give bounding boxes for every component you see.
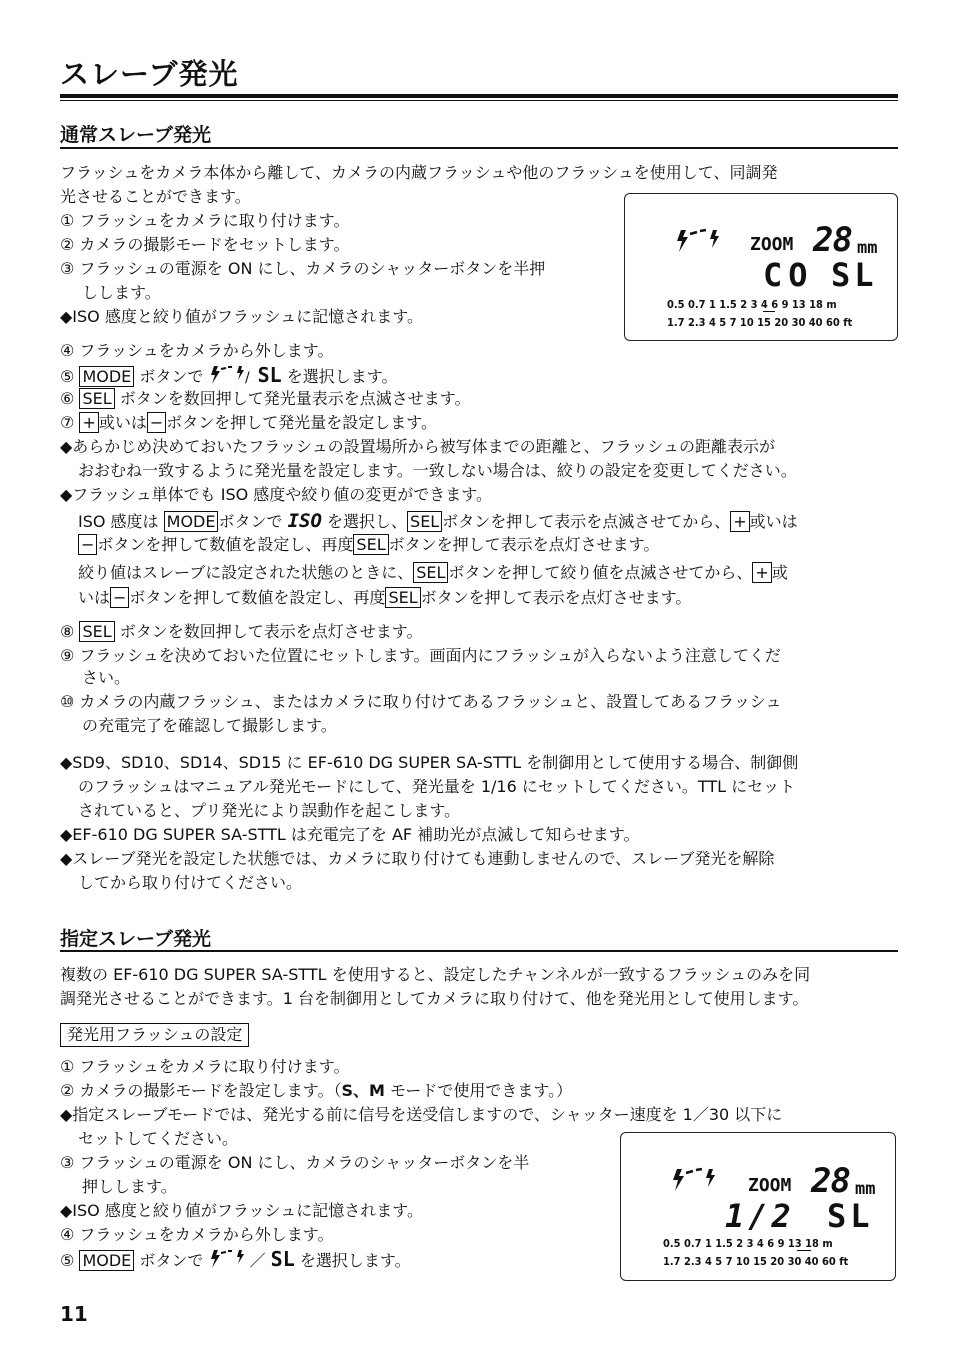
note-text: 或いは [749,512,798,531]
note-cont: おおむね一致するように発光量を設定します。一致しない場合は、絞りの設定を変更してください。 [78,461,797,480]
note: ◆EF-610 DG SUPER SA-STTL は充電完了を AF 補助光が点滅して知らせます。 [60,825,640,844]
step-1: ① フラッシュをカメラに取り付けます。 [60,1057,350,1076]
step-7 [60,411,898,435]
note-cont: されていると、プリ発光により誤動作を起こします。 [78,801,461,820]
step-text: ボタンを数回押して発光量表示を点滅させます。 [119,389,471,408]
sel-button: SEL [385,587,420,608]
step-9: ⑨ フラッシュを決めておいた位置にセットします。画面内にフラッシュが入らないよう注意してくだ [60,646,781,665]
note-text: 絞り値はスレーブに設定された状態のときに、 [78,563,414,582]
title-rule [60,94,898,98]
note-aperture-cont [78,586,916,610]
paragraph: 調発光させることができます。1 台を制御用としてカメラに取り付けて、他を発光用として使用します。 [60,989,809,1008]
step-text: ／ [249,1251,266,1270]
slave-flash-icon [208,365,252,385]
slave-flash-icon [669,1167,719,1193]
note-text: ボタンを押して絞り値を点滅させてから、 [448,563,753,582]
page-number: 11 [60,1302,88,1326]
zoom-label: ZOOM [748,1175,792,1196]
note: ◆SD9、SD10、SD14、SD15 に EF-610 DG SUPER SA-STTL を制御用として使用する場合、制御側 [60,753,799,772]
step-5 [60,363,898,389]
note-text: ボタンを押して表示を点滅させてから、 [442,512,731,531]
minus-button: − [147,412,166,433]
lcd-left-value: CO [763,256,814,294]
lcd-slave-indicator: SL [831,256,878,294]
note-text: 或 [771,563,788,582]
step-text: を選択します。 [286,367,398,386]
lcd-display-panel [624,193,898,341]
lcd-slave-indicator: SL [827,1197,874,1235]
step-text: を選択します。 [299,1251,411,1270]
step-10-cont: の充電完了を確認して撮影します。 [82,716,337,735]
lcd-display-panel [620,1132,896,1281]
section-heading-designated-slave: 指定スレーブ発光 [60,928,212,950]
distance-scale-meters: 0.5 0.7 1 1.5 2 3 4 6 9 13 18 m [667,298,837,311]
output-level-value: 1/2 [725,1197,795,1235]
note-iso-cont [78,533,916,557]
note-iso [78,509,916,534]
note: ◆スレーブ発光を設定した状態では、カメラに取り付けても連動しませんので、スレーブ発光を解除 [60,849,775,868]
step-number: ⑤ [60,367,75,386]
step-3-cont: 押しします。 [82,1177,177,1196]
zoom-unit: mm [857,238,878,258]
section-rule [60,147,898,149]
step-3: ③ フラッシュの電源を ON にし、カメラのシャッターボタンを半押 [60,259,546,278]
step-10: ⑩ カメラの内蔵フラッシュ、またはカメラに取り付けてあるフラッシュと、設置してあるフラッシュ [60,692,782,711]
step-4: ④ フラッシュをカメラから外します。 [60,1225,334,1244]
plus-button: + [752,562,771,583]
paragraph: 複数の EF-610 DG SUPER SA-STTL を使用すると、設定したチャンネルが一致するフラッシュのみを同 [60,965,811,984]
distance-scale-feet: 1.7 2.3 4 5 7 10 15 20 30 40 60 ft [667,316,853,329]
note-text: ボタンを押して数値を設定し、再度 [129,588,386,607]
zoom-value: 28 [811,1161,850,1201]
step-4: ④ フラッシュをカメラから外します。 [60,341,334,360]
note-cont: セットしてください。 [78,1129,239,1148]
step-text: ボタンで [139,1251,204,1270]
note-text: ボタンを押して数値を設定し、再度 [97,535,354,554]
minus-button: − [78,534,97,555]
sel-button: SEL [407,511,442,532]
zoom-label: ZOOM [750,234,794,255]
step-text: モードで使用できます。） [384,1081,573,1100]
note: ◆あらかじめ決めておいたフラッシュの設置場所から被写体までの距離と、フラッシュの距離表示が [60,437,776,456]
note-text: ボタンを押して表示を点灯させます。 [420,588,692,607]
zoom-unit: mm [855,1179,876,1199]
step-3: ③ フラッシュの電源を ON にし、カメラのシャッターボタンを半 [60,1153,530,1172]
note: ◆ISO 感度と絞り値がフラッシュに記憶されます。 [60,1201,423,1220]
sel-button: SEL [353,534,388,555]
step-8 [60,620,898,644]
distance-highlight-marker [763,311,775,312]
note-text: いは [78,588,111,607]
mode-button: MODE [79,366,134,387]
minus-button: − [110,587,129,608]
step-text: ボタンで [139,367,204,386]
note-aperture [78,561,916,585]
mode-button: MODE [79,1250,134,1271]
step-6 [60,387,898,411]
step-2 [60,1079,898,1103]
note: ◆指定スレーブモードでは、発光する前に信号を送受信しますので、シャッター速度を 1／30 以下に [60,1105,783,1124]
slave-flash-icon [673,228,723,254]
step-9-cont: さい。 [82,668,131,687]
sel-button: SEL [79,388,114,409]
title-rule-thin [60,100,898,101]
sel-button: SEL [79,621,114,642]
distance-scale-meters: 0.5 0.7 1 1.5 2 3 4 6 9 13 18 m [663,1237,833,1250]
slave-symbol: SL [257,363,282,387]
mode-letters: S、M [341,1081,385,1100]
step-number: ⑤ [60,1251,75,1270]
step-3-cont: しします。 [82,283,161,302]
note: ◆フラッシュ単体でも ISO 感度や絞り値の変更ができます。 [60,485,493,504]
distance-highlight-marker [797,1250,811,1251]
step-text: ② カメラの撮影モードを設定します。（ [60,1081,342,1100]
slave-flash-icon [208,1249,244,1269]
plus-button: + [730,511,749,532]
page-title: スレーブ発光 [60,57,239,91]
step-2: ② カメラの撮影モードをセットします。 [60,235,350,254]
sel-button: SEL [413,562,448,583]
paragraph: 光させることができます。 [60,187,251,206]
step-number: ⑧ [60,622,75,641]
note: ◆ISO 感度と絞り値がフラッシュに記憶されます。 [60,307,423,326]
step-1: ① フラッシュをカメラに取り付けます。 [60,211,350,230]
step-text: ボタンを押して発光量を設定します。 [166,413,437,432]
plus-button: + [79,412,98,433]
slave-symbol: SL [270,1247,295,1271]
step-text: ボタンを数回押して表示を点灯させます。 [119,622,423,641]
section-heading-normal-slave: 通常スレーブ発光 [60,124,212,146]
note-cont: のフラッシュはマニュアル発光モードにして、発光量を 1/16 にセットしてください。TTL にセット [78,777,796,796]
step-number: ⑦ [60,413,75,432]
step-number: ⑥ [60,389,75,408]
note-cont: してから取り付けてください。 [78,873,303,892]
iso-symbol: ISO [287,510,322,532]
svg-text:/: / [245,370,251,385]
step-text: 或いは [98,413,147,432]
paragraph: フラッシュをカメラ本体から離して、カメラの内蔵フラッシュや他のフラッシュを使用して、同調発 [60,163,778,182]
note-text: ボタンを押して表示を点灯させます。 [388,535,660,554]
note-text: ボタンで [218,512,283,531]
zoom-value: 28 [813,220,852,260]
subsection-label: 発光用フラッシュの設定 [60,1023,249,1047]
mode-button: MODE [164,511,219,532]
distance-scale-feet: 1.7 2.3 4 5 7 10 15 20 30 40 60 ft [663,1255,849,1268]
section-rule [60,950,898,952]
note-text: を選択し、 [327,512,408,531]
note-text: ISO 感度は [78,512,159,531]
